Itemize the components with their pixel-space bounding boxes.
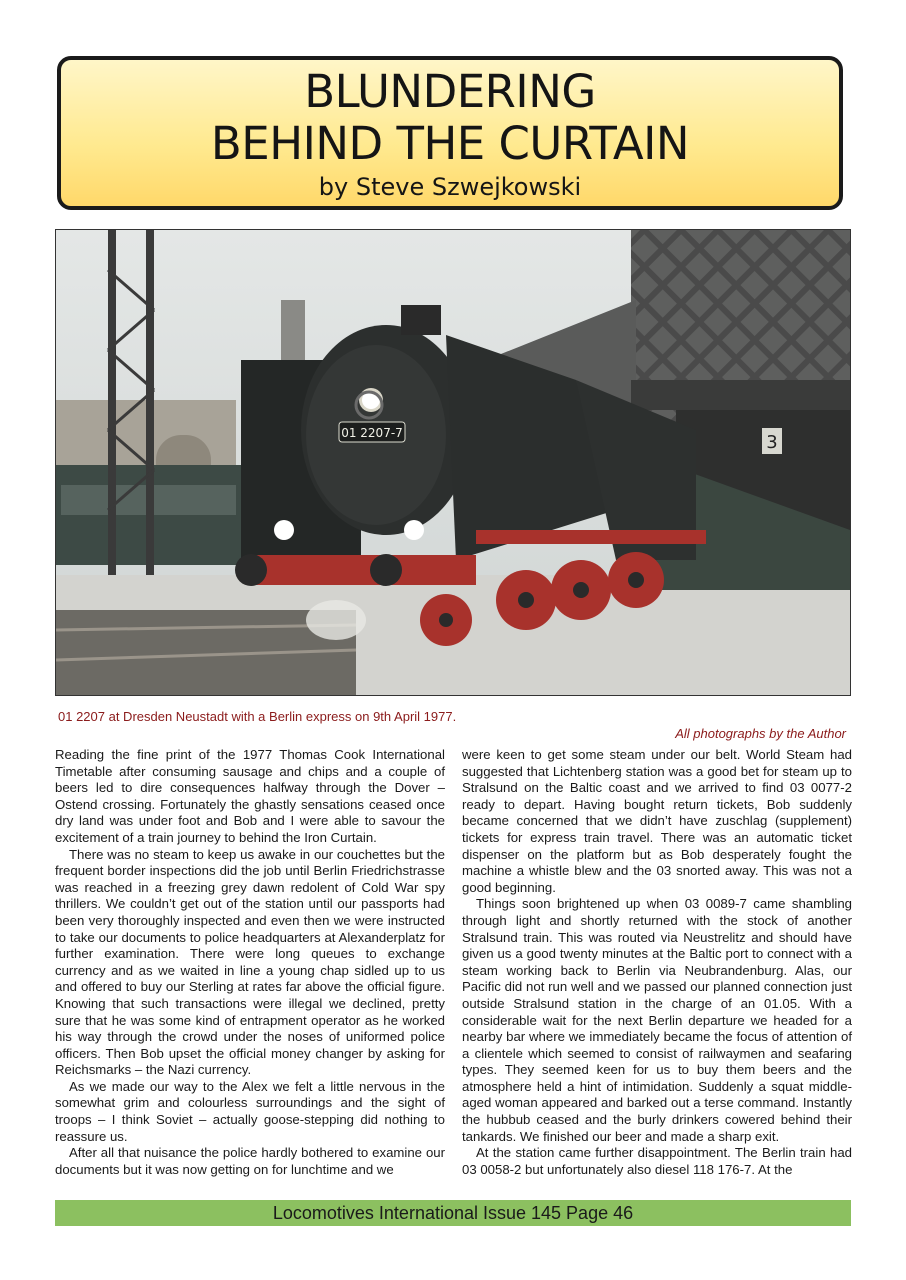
article-paragraph: were keen to get some steam under our belt. World Steam had suggested that Lichtenberg station was a good bet for steam up to Stralsund on the Baltic coast and we arrived to find 03 0077-2 ready to depart. Having bought return tickets, Bob suddenly became concerned that we didn’t have zuschlag (supplement) tickets for express train travel. There was an automatic ticket dispenser on the platform but as Bob desperately fought the machine a whistle blew and the 03 snorted away. This was not a good beginning.	[462, 747, 852, 895]
title-banner	[57, 56, 843, 210]
article-column-right	[462, 747, 852, 1178]
article-column-left	[55, 747, 445, 1178]
photo-caption: 01 2207 at Dresden Neustadt with a Berlin express on 9th April 1977.	[58, 709, 457, 724]
article-title-line-1: BLUNDERING	[304, 65, 596, 118]
platform-sign: 3	[766, 432, 778, 453]
article-paragraph: Things soon brightened up when 03 0089-7 came shambling through light and shortly returned with the stock of another Stralsund train. This was routed via Neustrelitz and should have given us a good twenty minutes at the Baltic port to connect with a steam working back to Berlin via Neubrandenburg. Alas, our Pacific did not run well and we passed our planned connection just outside Stralsund station in the charge of an 01.05. With a considerable wait for the next Berlin departure we headed for a nearby bar where we immediately became the focus of attention of a clientele which seemed to consist of railwaymen and seafaring types. They seemed keen for us to buy them beers and the atmosphere held a hint of intimidation. Suddenly a squat middle-aged woman appeared and barked out a terse command. Instantly the hubbub ceased and the burly drinkers cowered behind their tankards. We finished our beer and made a sharp exit.	[462, 896, 852, 1144]
page-footer: Locomotives International Issue 145 Page 46	[55, 1200, 851, 1226]
locomotive-photo	[55, 229, 851, 696]
article-byline: by Steve Szwejkowski	[318, 173, 582, 201]
article-paragraph: As we made our way to the Alex we felt a little nervous in the somewhat grim and colourless surroundings and the sight of troops – I think Soviet – actually goose-stepping did nothing to reassure us.	[55, 1078, 445, 1144]
article-paragraph: At the station came further disappointment. The Berlin train had 03 0058-2 but unfortunately also diesel 118 176-7. At the	[462, 1145, 852, 1177]
article-paragraph: Reading the fine print of the 1977 Thomas Cook International Timetable after consuming sausage and chips and a couple of beers led to dire consequences halfway through the Dover – Ostend crossing. Fortunately the ghastly sensations ceased once dry land was under foot and Bob and I were able to savour the excitement of a train journey to behind the Iron Curtain.	[55, 747, 445, 845]
article-paragraph: After all that nuisance the police hardly bothered to examine our documents but it was now getting on for lunchtime and we	[55, 1145, 445, 1177]
photo-credit: All photographs by the Author	[675, 726, 846, 741]
locomotive-number-plate: 01 2207-7	[341, 426, 403, 440]
article-paragraph: There was no steam to keep us awake in our couchettes but the frequent border inspections did the job until Berlin Friedrichstrasse was reached in a freezing grey dawn redolent of Cold War spy thrillers. We couldn’t get out of the station until our passports had been very thoroughly inspected and even then we were instructed to take our documents to police headquarters at Alexanderplatz for further examination. There were long queues to exchange currency and as we waited in line a young chap sidled up to us and offered to buy our Sterling at rates far above the official figure. Knowing that such transactions were illegal we declined, pretty sure that he was some kind of entrapment operator as he worked his way through the crowd under the noses of uniformed police officers. Then Bob upset the official money changer by asking for Reichsmarks – the Nazi currency.	[55, 846, 445, 1078]
article-title-line-2: BEHIND THE CURTAIN	[210, 117, 690, 170]
